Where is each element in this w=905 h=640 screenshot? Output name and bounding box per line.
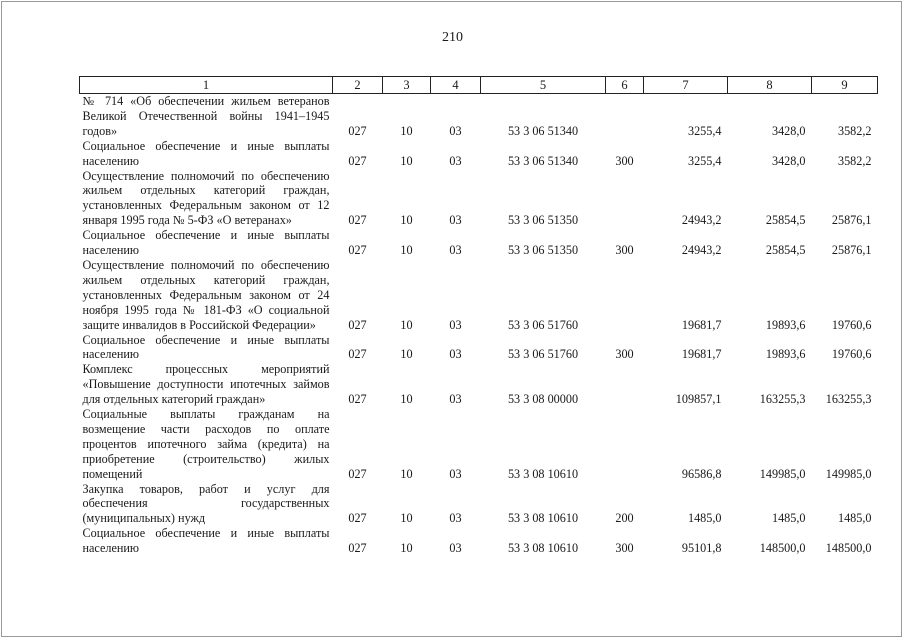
row-admin-code: 027: [348, 511, 367, 526]
row-amount-year2: 148500,0: [759, 541, 806, 556]
row-amount-year1: 24943,2: [681, 213, 722, 228]
row-expense-type: [606, 258, 644, 333]
table-row: [80, 362, 878, 407]
column-header: 1: [80, 77, 333, 94]
table-row: [80, 169, 878, 229]
row-amount-year1: 24943,2: [681, 243, 722, 258]
row-subsection: 03: [449, 392, 462, 407]
row-amount-year2: 1485,0: [771, 511, 806, 526]
row-section: 10: [400, 392, 413, 407]
row-amount-year1: 96586,8: [681, 466, 722, 481]
row-amount-year3: 163255,3: [825, 392, 872, 407]
column-header: 3: [383, 77, 431, 94]
table-row: [80, 94, 878, 139]
row-expense-type: 300: [615, 243, 634, 258]
row-amount-year2: 3428,0: [771, 123, 806, 138]
row-target-article: 53 3 06 51340: [507, 153, 579, 168]
table-header-row: [80, 77, 878, 94]
table-row: [80, 526, 878, 556]
row-amount-year3: 19760,6: [831, 347, 872, 362]
column-header: 4: [431, 77, 481, 94]
row-target-article: 53 3 06 51340: [507, 123, 579, 138]
row-admin-code: 027: [348, 243, 367, 258]
row-amount-year1: 3255,4: [687, 123, 722, 138]
row-target-article: 53 3 06 51350: [507, 243, 579, 258]
column-header: 8: [728, 77, 812, 94]
row-target-article: 53 3 06 51760: [507, 317, 579, 332]
row-amount-year2: 3428,0: [771, 153, 806, 168]
row-amount-year1: 109857,1: [675, 392, 722, 407]
row-name: Социальные выплаты гражданам на возмещение части расходов по оплате процентов ипотечного займа (кредита) на приобретение (строительство) жилых помещений: [82, 407, 330, 481]
row-amount-year2: 149985,0: [759, 466, 806, 481]
row-expense-type: 300: [615, 541, 634, 556]
row-admin-code: 027: [348, 392, 367, 407]
row-amount-year3: 25876,1: [831, 213, 872, 228]
row-section: 10: [400, 317, 413, 332]
row-amount-year1: 1485,0: [687, 511, 722, 526]
row-name: Социальное обеспечение и иные выплаты населению: [82, 332, 330, 362]
table-row: [80, 407, 878, 482]
row-amount-year2: 163255,3: [759, 392, 806, 407]
row-amount-year2: 19893,6: [765, 317, 806, 332]
row-target-article: 53 3 08 00000: [507, 392, 579, 407]
row-name: Социальное обеспечение и иные выплаты населению: [82, 526, 330, 556]
row-amount-year2: 25854,5: [765, 243, 806, 258]
row-section: 10: [400, 466, 413, 481]
row-expense-type: 300: [615, 153, 634, 168]
row-expense-type: [606, 362, 644, 407]
row-subsection: 03: [449, 153, 462, 168]
table-row: [80, 228, 878, 258]
row-section: 10: [400, 511, 413, 526]
row-admin-code: 027: [348, 466, 367, 481]
row-subsection: 03: [449, 317, 462, 332]
row-name: № 714 «Об обеспечении жильем ветеранов Великой Отечественной войны 1941–1945 годов»: [82, 94, 330, 138]
row-admin-code: 027: [348, 317, 367, 332]
row-name: Социальное обеспечение и иные выплаты населению: [82, 138, 330, 168]
row-amount-year1: 95101,8: [681, 541, 722, 556]
column-header: 2: [333, 77, 383, 94]
row-expense-type: [606, 169, 644, 229]
row-admin-code: 027: [348, 213, 367, 228]
row-expense-type: [606, 94, 644, 139]
row-amount-year3: 3582,2: [837, 123, 872, 138]
row-section: 10: [400, 153, 413, 168]
page-number: 210: [442, 30, 463, 45]
table-row: [80, 139, 878, 169]
row-admin-code: 027: [348, 153, 367, 168]
row-name: Социальное обеспечение и иные выплаты населению: [82, 228, 330, 258]
row-name: Комплекс процессных мероприятий «Повышение доступности ипотечных займов для отдельных категорий граждан»: [82, 362, 330, 407]
row-admin-code: 027: [348, 123, 367, 138]
row-expense-type: [606, 407, 644, 482]
row-subsection: 03: [449, 243, 462, 258]
row-amount-year1: 3255,4: [687, 153, 722, 168]
row-amount-year3: 1485,0: [837, 511, 872, 526]
table-row: [80, 482, 878, 527]
row-amount-year2: 19893,6: [765, 347, 806, 362]
row-name: Осуществление полномочий по обеспечению жильем отдельных категорий граждан, установленных Федеральным законом от 12 января 1995 года № 5-ФЗ «О ветеранах»: [82, 168, 330, 228]
column-header: 7: [644, 77, 728, 94]
row-admin-code: 027: [348, 541, 367, 556]
row-section: 10: [400, 541, 413, 556]
row-amount-year3: 148500,0: [825, 541, 872, 556]
row-expense-type: 300: [615, 347, 634, 362]
budget-table: [79, 76, 878, 556]
row-name: Осуществление полномочий по обеспечению жильем отдельных категорий граждан, установленных Федеральным законом от 24 ноября 1995 года № 181-ФЗ «О социальной защите инвалидов в Российской Федерации»: [82, 257, 330, 332]
row-admin-code: 027: [348, 347, 367, 362]
column-header: 6: [606, 77, 644, 94]
row-subsection: 03: [449, 511, 462, 526]
column-header: 9: [812, 77, 878, 94]
row-amount-year3: 25876,1: [831, 243, 872, 258]
row-target-article: 53 3 08 10610: [507, 511, 579, 526]
row-target-article: 53 3 06 51350: [507, 213, 579, 228]
row-section: 10: [400, 213, 413, 228]
row-amount-year3: 149985,0: [825, 466, 872, 481]
row-section: 10: [400, 123, 413, 138]
row-target-article: 53 3 06 51760: [507, 347, 579, 362]
row-name: Закупка товаров, работ и услуг для обеспечения государственных (муниципальных) нужд: [82, 481, 330, 526]
table-row: [80, 333, 878, 363]
row-target-article: 53 3 08 10610: [507, 466, 579, 481]
row-target-article: 53 3 08 10610: [507, 541, 579, 556]
row-section: 10: [400, 347, 413, 362]
row-amount-year1: 19681,7: [681, 347, 722, 362]
column-header: 5: [481, 77, 606, 94]
row-amount-year3: 3582,2: [837, 153, 872, 168]
row-expense-type: 200: [615, 511, 634, 526]
row-subsection: 03: [449, 541, 462, 556]
row-subsection: 03: [449, 466, 462, 481]
table-body: [80, 94, 878, 557]
row-subsection: 03: [449, 123, 462, 138]
row-subsection: 03: [449, 213, 462, 228]
row-section: 10: [400, 243, 413, 258]
row-amount-year1: 19681,7: [681, 317, 722, 332]
table-row: [80, 258, 878, 333]
row-subsection: 03: [449, 347, 462, 362]
row-amount-year2: 25854,5: [765, 213, 806, 228]
row-amount-year3: 19760,6: [831, 317, 872, 332]
